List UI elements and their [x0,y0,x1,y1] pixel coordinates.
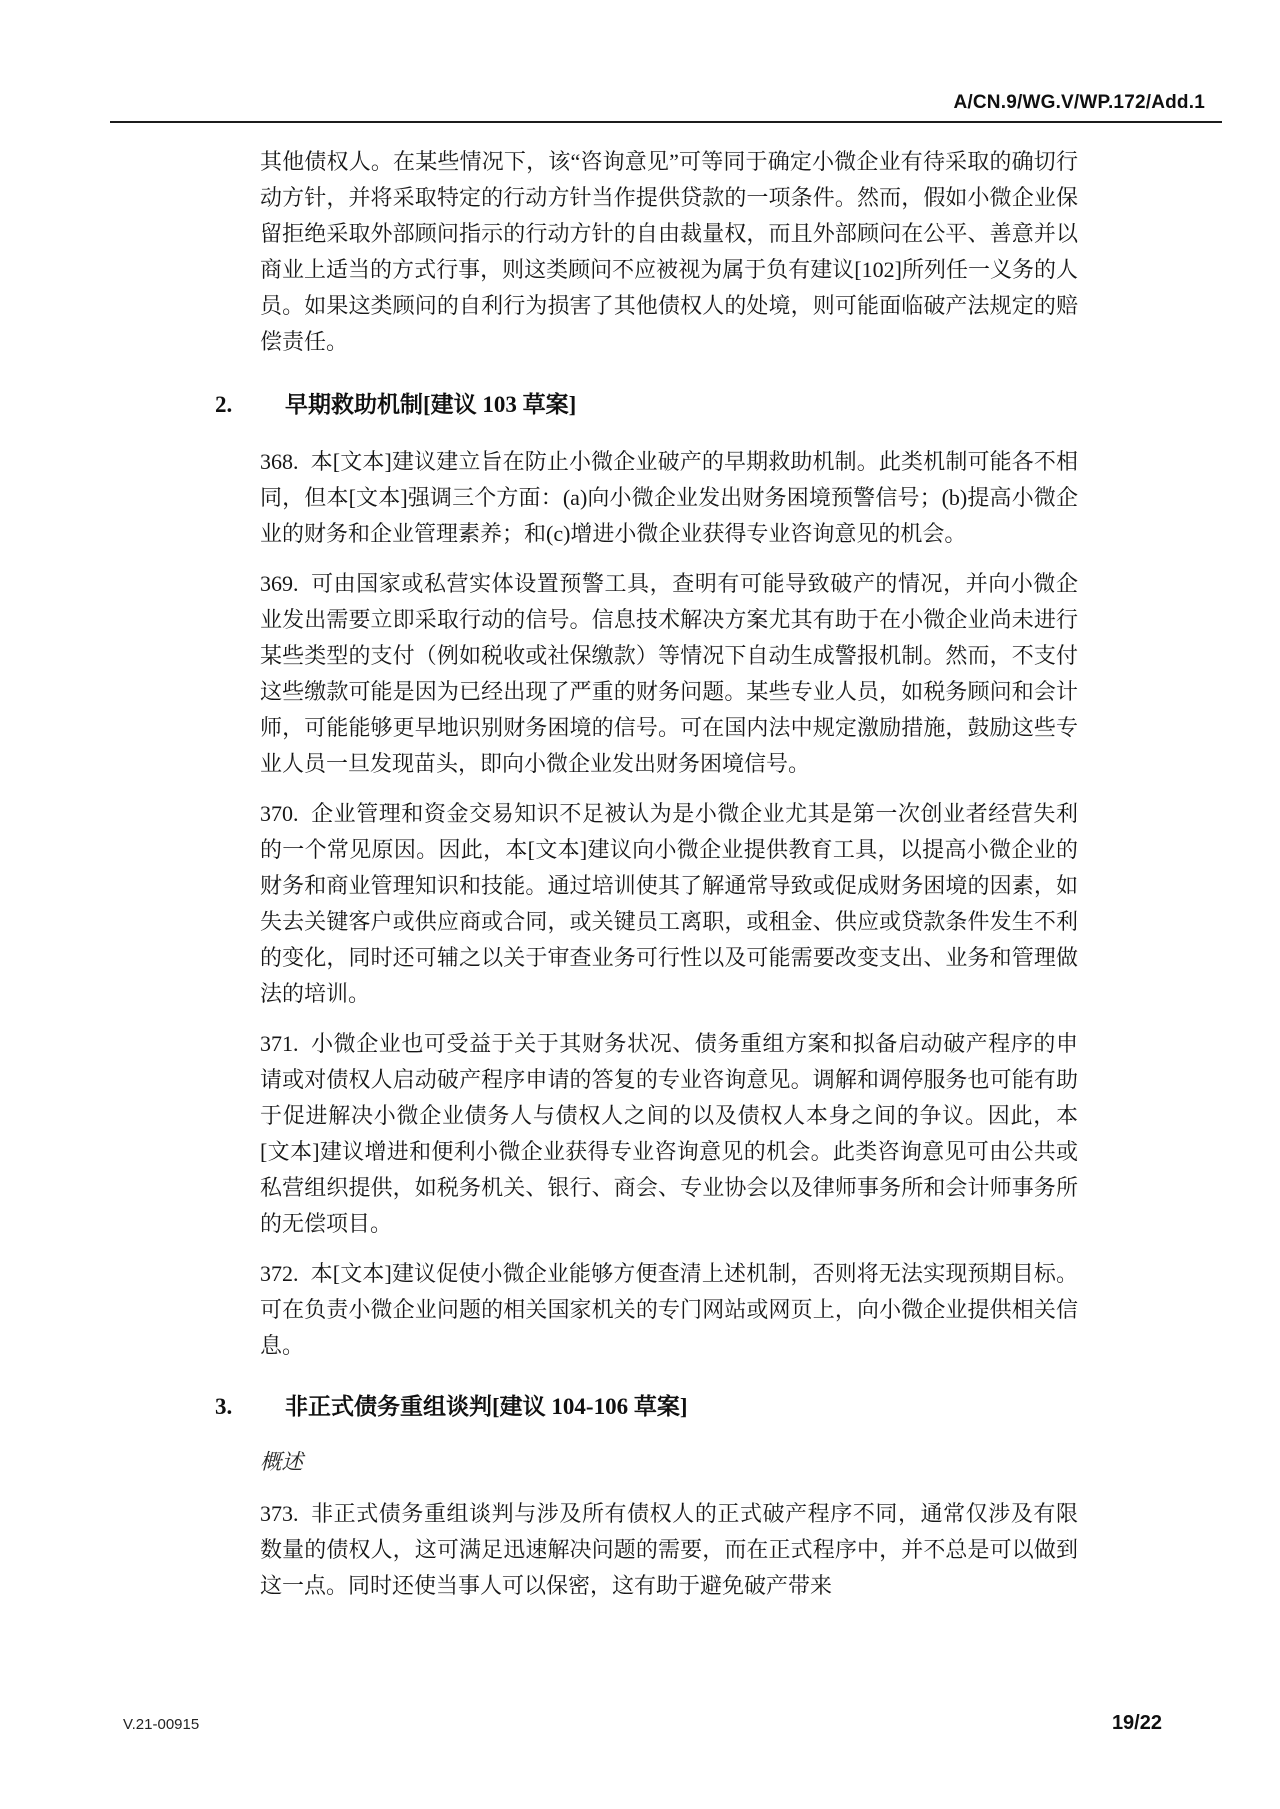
paragraph-number: 372. [260,1261,299,1286]
paragraph-number: 373. [260,1501,299,1526]
section-number: 2. [215,392,233,417]
paragraph-number: 369. [260,571,299,596]
paragraph-text: 可由国家或私营实体设置预警工具，查明有可能导致破产的情况，并向小微企业发出需要立即采取行动的信号。信息技术解决方案尤其有助于在小微企业尚未进行某些类型的支付（例如税收或社保缴款）等情况下自动生成警报机制。然而，不支付这些缴款可能是因为已经出现了严重的财务问题。某些专业人员，如税务顾问和会计师，可能能够更早地识别财务困境的信号。可在国内法中规定激励措施，鼓励这些专业人员一旦发现苗头，即向小微企业发出财务困境信号。 [260,571,1078,776]
paragraph-text: 本[文本]建议建立旨在防止小微企业破产的早期救助机制。此类机制可能各不相同，但本[文本]强调三个方面：(a)向小微企业发出财务困境预警信号；(b)提高小微企业的财务和企业管理素养；和(c)增进小微企业获得专业咨询意见的机会。 [260,449,1078,546]
section-title: 早期救助机制[建议 103 草案] [285,392,577,417]
paragraph-number: 368. [260,449,299,474]
job-number: V.21-00915 [123,1716,200,1733]
paragraph-368 [260,444,1078,552]
page-footer [0,1712,1280,1735]
section-number: 3. [215,1394,233,1419]
section-heading-3 [215,1392,1280,1422]
paragraph-371 [260,1026,1078,1242]
paragraph-370 [260,796,1078,1012]
paragraph-number: 370. [260,801,299,826]
page-number: 19/22 [1111,1712,1162,1734]
paragraph-369 [260,566,1078,782]
paragraph-372 [260,1256,1078,1364]
header-rule [110,121,1222,123]
section-heading-2 [215,390,1280,420]
paragraph-text: 其他债权人。在某些情况下，该“咨询意见”可等同于确定小微企业有待采取的确切行动方针，并将采取特定的行动方针当作提供贷款的一项条件。然而，假如小微企业保留拒绝采取外部顾问指示的行动方针的自由裁量权，而且外部顾问在公平、善意并以商业上适当的方式行事，则这类顾问不应被视为属于负有建议[102]所列任一义务的人员。如果这类顾问的自利行为损害了其他债权人的处境，则可能面临破产法规定的赔偿责任。 [260,149,1078,354]
paragraph-text: 非正式债务重组谈判与涉及所有债权人的正式破产程序不同，通常仅涉及有限数量的债权人，这可满足迅速解决问题的需要，而在正式程序中，并不总是可以做到这一点。同时还使当事人可以保密，这有助于避免破产带来 [260,1501,1078,1598]
paragraph-number: 371. [260,1031,299,1056]
paragraph-text: 企业管理和资金交易知识不足被认为是小微企业尤其是第一次创业者经营失利的一个常见原因。因此，本[文本]建议向小微企业提供教育工具，以提高小微企业的财务和商业管理知识和技能。通过培训使其了解通常导致或促成财务困境的因素，如失去关键客户或供应商或合同，或关键员工离职，或租金、供应或贷款条件发生不利的变化，同时还可辅之以关于审查业务可行性以及可能需要改变支出、业务和管理做法的培训。 [260,801,1078,1006]
paragraph-text: 本[文本]建议促使小微企业能够方便查清上述机制，否则将无法实现预期目标。可在负责小微企业问题的相关国家机关的专门网站或网页上，向小微企业提供相关信息。 [260,1261,1078,1358]
document-symbol: A/CN.9/WG.V/WP.172/Add.1 [953,92,1205,113]
section-title: 非正式债务重组谈判[建议 104-106 草案] [285,1394,688,1419]
paragraph-continued [260,144,1078,360]
subsection-heading-overview: 概述 [260,1450,304,1474]
paragraph-text: 小微企业也可受益于关于其财务状况、债务重组方案和拟备启动破产程序的申请或对债权人启动破产程序申请的答复的专业咨询意见。调解和调停服务也可能有助于促进解决小微企业债务人与债权人之间的以及债权人本身之间的争议。因此，本[文本]建议增进和便利小微企业获得专业咨询意见的机会。此类咨询意见可由公共或私营组织提供，如税务机关、银行、商会、专业协会以及律师事务所和会计师事务所的无偿项目。 [260,1031,1078,1236]
paragraph-373 [260,1496,1078,1604]
